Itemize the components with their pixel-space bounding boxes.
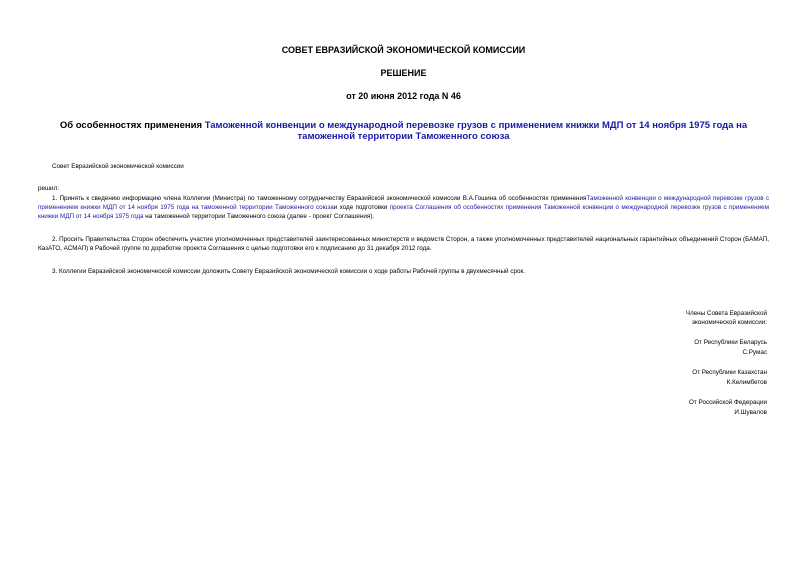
signature-russia-country: От Российской Федерации bbox=[688, 399, 767, 406]
signature-kazakhstan-country: От Республики Казахстан bbox=[692, 369, 767, 376]
paragraph-1 bbox=[38, 194, 769, 222]
draft-agreement-link[interactable]: проекта Соглашения об особенностях применения Таможенной конвенции о международной перевозке грузов с применением книжки МДП от 14 ноября 1975 года bbox=[38, 204, 769, 221]
paragraph-2: 2. Просить Правительства Сторон обеспечить участие уполномоченных представителей заинтересованных министерств и ведомств Сторон, а также уполномоченных представителей национальных гарантийных объединений Сторон (БАМАП, КазАТО, АСМАП) в Рабочей группе по доработке проекта Соглашения с целью подготовки его к подписанию до 31 декабря 2012 года. bbox=[38, 236, 769, 253]
title-prefix: Об особенностях применения bbox=[59, 120, 205, 131]
signature-belarus-country: От Республики Беларусь bbox=[694, 339, 767, 346]
paragraph-1-text-2: и ходе подготовки bbox=[333, 204, 390, 212]
document-date-number: от 20 июня 2012 года N 46 bbox=[346, 91, 461, 101]
signature-belarus-name: С.Румас bbox=[742, 349, 767, 356]
resolved-label: решил: bbox=[38, 185, 59, 192]
signature-russia-name: И.Шувалов bbox=[734, 409, 767, 416]
document-title bbox=[40, 120, 767, 142]
intro-paragraph: Совет Евразийской экономической комиссии bbox=[52, 163, 184, 170]
signature-kazakhstan-name: К.Келимбетов bbox=[726, 379, 767, 386]
paragraph-1-text-1: 1. Принять к сведению информацию члена Коллегии (Министра) по таможенному сотрудничеству Евразийской экономической комиссии В.А.Гошина об особенностях применения bbox=[52, 195, 587, 202]
organization-heading: СОВЕТ ЕВРАЗИЙСКОЙ ЭКОНОМИЧЕСКОЙ КОМИССИИ bbox=[281, 45, 526, 55]
signatures-heading-1: Члены Совета Евразийской bbox=[685, 310, 767, 317]
paragraph-1-text-3: на таможенной территории Таможенного союза (далее - проект Соглашения). bbox=[143, 213, 375, 221]
paragraph-3: 3. Коллегии Евразийской экономической комиссии доложить Совету Евразийской экономической комиссии о ходе работы Рабочей группы в двухмесячный срок. bbox=[52, 268, 525, 275]
document-type-heading: РЕШЕНИЕ bbox=[380, 68, 427, 78]
convention-link[interactable]: Таможенной конвенции о международной перевозке грузов с применением книжки МДП от 14 ноября 1975 года на таможенной территории Таможенного союза bbox=[38, 195, 769, 212]
title-convention-link[interactable]: Таможенной конвенции о международной перевозке грузов с применением книжки МДП от 14 ноября 1975 года на таможенной территории Таможенного союза bbox=[204, 120, 748, 142]
signatures-heading-2: экономической комиссии: bbox=[691, 319, 767, 326]
